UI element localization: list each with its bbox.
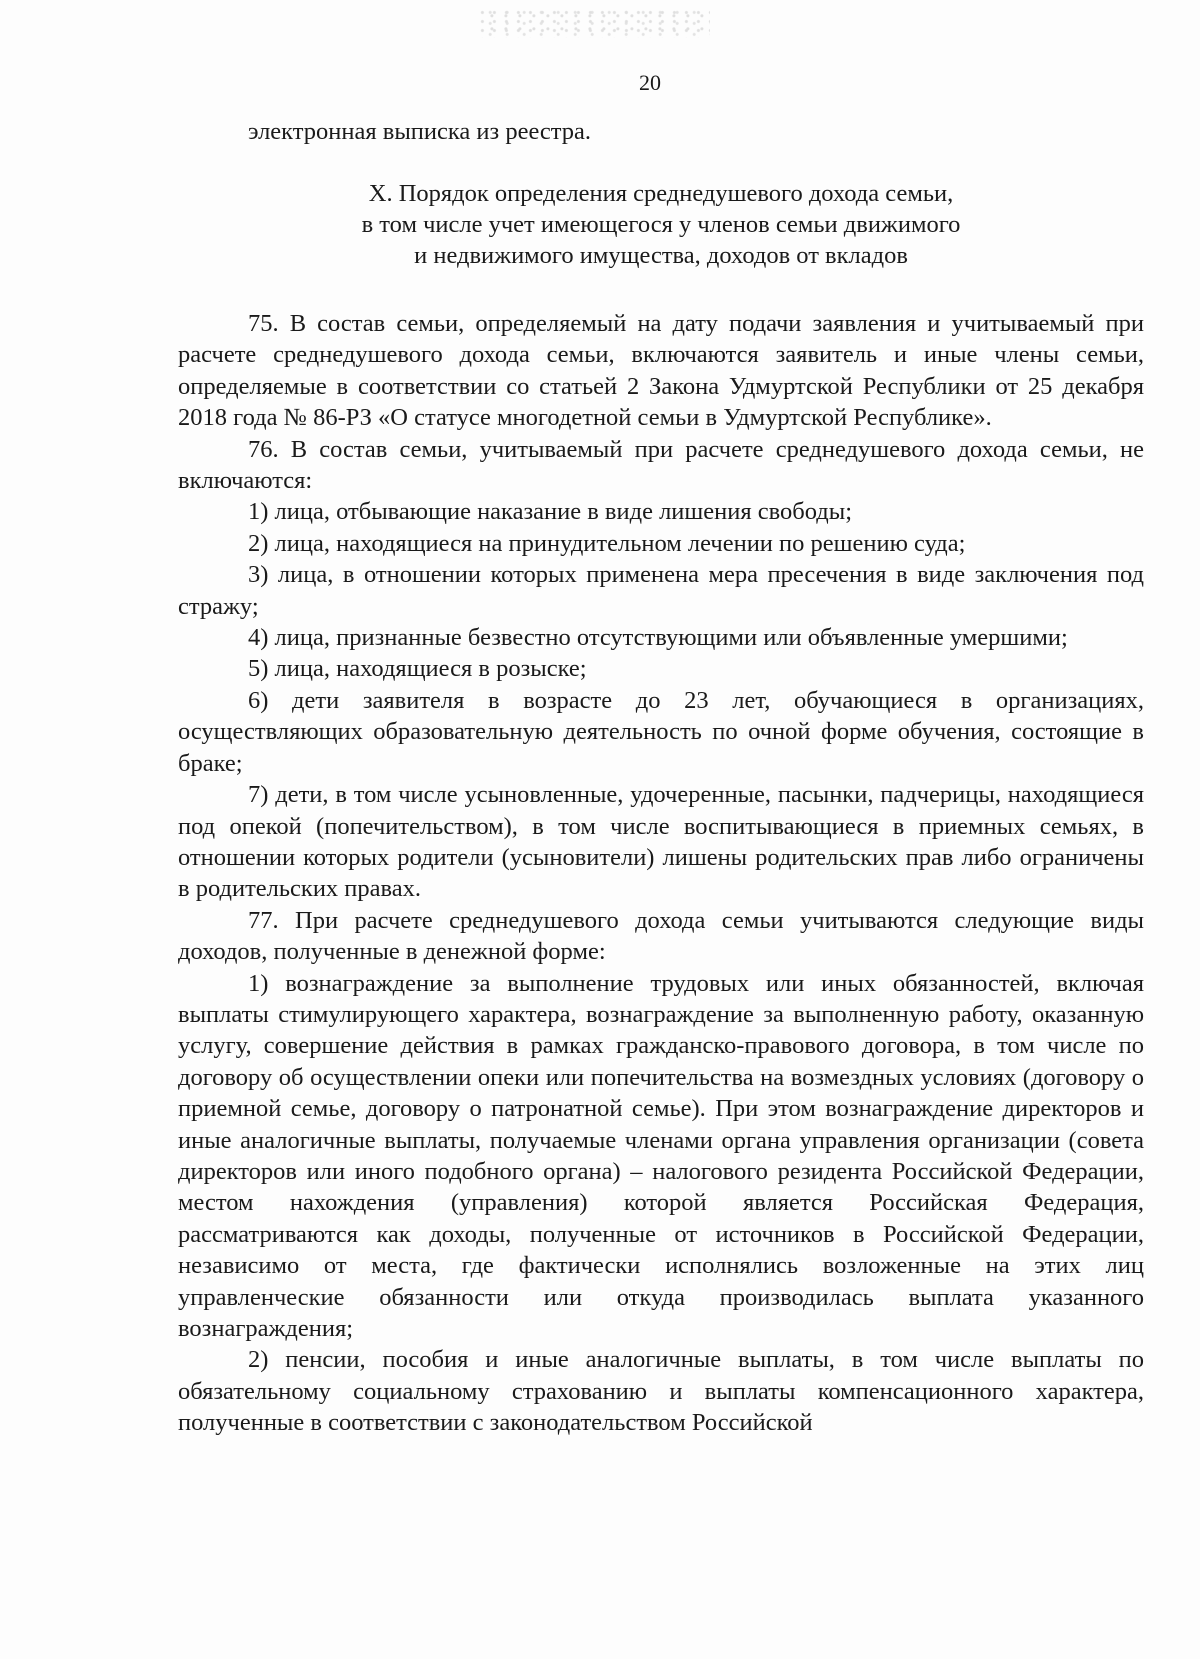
paragraph-75: 75. В состав семьи, определяемый на дату подачи заявления и учитываемый при расчете среднедушевого дохода семьи, включаются заявитель и иные члены семьи, определяемые в соответствии со статьей 2 Закона Удмуртской Республики от 25 декабря 2018 года № 86-РЗ «О статусе многодетной семьи в Удмуртской Республике». <box>178 310 1144 432</box>
page-number: 20 <box>639 70 661 95</box>
body-text <box>178 308 1144 1439</box>
heading-line-1: X. Порядок определения среднедушевого дохода семьи, <box>368 180 954 207</box>
list-item-77-2: 2) пенсии, пособия и иные аналогичные выплаты, в том числе выплаты по обязательному социальному страхованию и выплаты компенсационного характера, полученные в соответствии с законодательством Российской <box>178 1346 1144 1437</box>
list-item-76-2: 2) лица, находящиеся на принудительном лечении по решению суда; <box>248 529 966 557</box>
continuation-line: электронная выписка из реестра. <box>248 118 592 145</box>
paragraph-76: 76. В состав семьи, учитываемый при расчете среднедушевого дохода семьи, не включаются: <box>178 435 1144 495</box>
list-item-76-3: 3) лица, в отношении которых применена мера пресечения в виде заключения под стражу; <box>178 561 1144 620</box>
list-item-76-6: 6) дети заявителя в возрасте до 23 лет, обучающиеся в организациях, осуществляющих образовательную деятельность по очной форме обучения, состоящие в браке; <box>178 686 1144 777</box>
list-item-76-5: 5) лица, находящиеся в розыске; <box>248 655 587 683</box>
heading-line-3: и недвижимого имущества, доходов от вкладов <box>414 242 908 269</box>
list-item-77-1: 1) вознаграждение за выполнение трудовых или иных обязанностей, включая выплаты стимулирующего характера, вознаграждение за выполненную работу, оказанную услугу, совершение действия в рамках гражданско-правового договора, в том числе по договору об осуществлении опеки или попечительства на возмездных условиях (договору о приемной семье, договору о патронатной семье). При этом вознаграждение директоров и иные аналогичные выплаты, получаемые членами органа управления организации (совета директоров или иного подобного органа) – налогового резидента Российской Федерации, местом нахождения (управления) которой является Российская Федерация, рассматриваются как доходы, полученные от источников в Российской Федерации, независимо от места, где фактически исполнялись возложенные на этих лиц управленческие обязанности или откуда производилась выплата указанного вознаграждения; <box>178 969 1144 1342</box>
list-item-76-7: 7) дети, в том числе усыновленные, удочеренные, пасынки, падчерицы, находящиеся под опекой (попечительством), в том числе воспитывающиеся в приемных семьях, в отношении которых родители (усыновители) лишены родительских прав либо ограничены в родительских правах. <box>178 781 1144 903</box>
heading-line-2: в том числе учет имеющегося у членов семьи движимого <box>361 211 961 238</box>
list-item-76-4: 4) лица, признанные безвестно отсутствующими или объявленные умершими; <box>248 624 1068 652</box>
paragraph-77: 77. При расчете среднедушевого дохода семьи учитываются следующие виды доходов, полученные в денежной форме: <box>178 906 1144 966</box>
list-item-76-1: 1) лица, отбывающие наказание в виде лишения свободы; <box>248 498 853 526</box>
scan-artifact <box>480 8 710 38</box>
section-heading <box>178 178 1144 271</box>
